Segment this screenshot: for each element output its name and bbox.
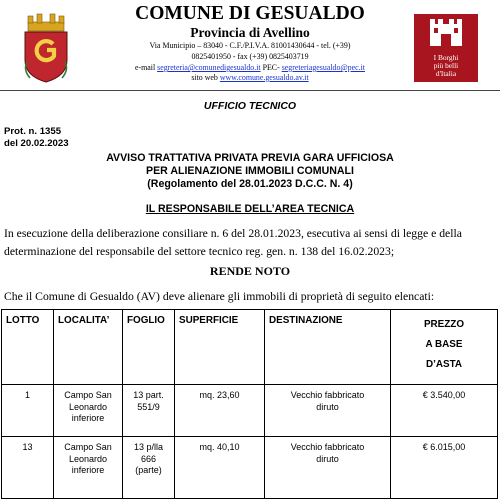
gesualdo-crest-logo — [22, 12, 70, 84]
cell-localita — [54, 385, 123, 437]
localita-line: Leonardo — [68, 401, 108, 412]
email-line — [100, 63, 400, 73]
localita-line: inferiore — [71, 413, 105, 423]
website-line — [100, 73, 400, 83]
protocol-number: Prot. n. 1355 — [4, 126, 62, 137]
header-foglio: FOGLIO — [123, 310, 175, 385]
rende-noto-heading: RENDE NOTO — [209, 264, 291, 278]
header-lotto: LOTTO — [2, 310, 54, 385]
destinazione-line: diruto — [316, 453, 339, 464]
address-line: Via Municipio – 83040 - C.F./P.I.V.A. 81001430644 - tel. (+39) — [149, 41, 351, 50]
localita-line: Campo San — [64, 390, 112, 400]
borghi-text-2: più belli — [433, 61, 459, 70]
email-label: e-mail — [135, 63, 156, 72]
borghi-text-1: I Borghi — [433, 53, 459, 62]
notice-title-line-2: PER ALIENAZIONE IMMOBILI COMUNALI — [146, 165, 354, 177]
foglio-line: 666 — [140, 453, 157, 464]
foglio-line: (parte) — [135, 465, 162, 475]
cell-foglio — [123, 385, 175, 437]
table-row — [2, 385, 498, 437]
tower-icon — [414, 14, 478, 54]
header-prezzo-line-1: PREZZO — [423, 319, 465, 330]
website-label: sito web — [191, 73, 218, 82]
localita-line: Leonardo — [68, 453, 108, 464]
body-paragraph — [4, 225, 494, 260]
header-destinazione: DESTINAZIONE — [265, 310, 391, 385]
localita-line: inferiore — [71, 465, 105, 475]
pec-link[interactable]: segreteriagesualdo@pec.it — [281, 63, 365, 72]
destinazione-line: Vecchio fabbricato — [290, 390, 365, 400]
cell-prezzo: € 6.015,00 — [391, 437, 498, 499]
header-divider — [0, 90, 500, 91]
destinazione-line: Vecchio fabbricato — [290, 442, 365, 452]
office-heading: UFFICIO TECNICO — [203, 100, 297, 112]
cell-destinazione — [265, 437, 391, 499]
borghi-piu-belli-logo — [414, 14, 478, 82]
foglio-line: 13 part. — [133, 390, 164, 400]
website-link[interactable]: www.comune.gesualdo.av.it — [219, 73, 309, 82]
responsible-heading: IL RESPONSABILE DELL’AREA TECNICA — [145, 203, 355, 215]
cell-lotto: 1 — [2, 385, 54, 437]
cell-destinazione — [265, 385, 391, 437]
foglio-line: 13 p/lla — [133, 442, 164, 452]
notice-title-line-3: (Regolamento del 28.01.2023 D.C.C. N. 4) — [147, 178, 353, 190]
foglio-line: 551/9 — [137, 401, 160, 412]
body-paragraph-line-2: determinazione del responsabile del settore tecnico reg. gen. n. 138 del 16.02.2023; — [4, 244, 395, 258]
header-prezzo — [391, 310, 498, 385]
protocol-date: del 20.02.2023 — [4, 138, 69, 149]
table-row — [2, 437, 498, 499]
email-link[interactable]: segreteria@comunedigesualdo.it — [157, 63, 261, 72]
cell-prezzo: € 3.540,00 — [391, 385, 498, 437]
cell-localita — [54, 437, 123, 499]
borghi-text-3: d'Italia — [435, 69, 457, 78]
header-prezzo-line-2: A BASE — [425, 339, 463, 350]
header-superficie: SUPERFICIE — [175, 310, 265, 385]
cell-superficie: mq. 40,10 — [175, 437, 265, 499]
properties-table — [1, 309, 498, 499]
comune-title: COMUNE DI GESUALDO — [135, 3, 365, 24]
localita-line: Campo San — [64, 442, 112, 452]
provincia-subtitle: Provincia di Avellino — [190, 25, 310, 40]
body-paragraph-line-1: In esecuzione della deliberazione consiliare n. 6 del 28.01.2023, esecutiva ai sensi di legge e della — [4, 227, 462, 240]
cell-superficie: mq. 23,60 — [175, 385, 265, 437]
cell-foglio — [123, 437, 175, 499]
header-prezzo-line-3: D’ASTA — [425, 359, 463, 370]
table-header-row — [2, 310, 498, 385]
intro-sentence: Che il Comune di Gesualdo (AV) deve alienare gli immobili di proprietà di seguito elencati: — [4, 290, 435, 303]
notice-title-line-1: AVVISO TRATTATIVA PRIVATA PREVIA GARA UFFICIOSA — [106, 152, 394, 164]
destinazione-line: diruto — [316, 401, 339, 412]
header-localita: LOCALITA’ — [54, 310, 123, 385]
pec-label: PEC- — [262, 63, 280, 72]
cell-lotto: 13 — [2, 437, 54, 499]
contacts-line: 0825401950 - fax (+39) 0825403719 — [191, 52, 309, 61]
